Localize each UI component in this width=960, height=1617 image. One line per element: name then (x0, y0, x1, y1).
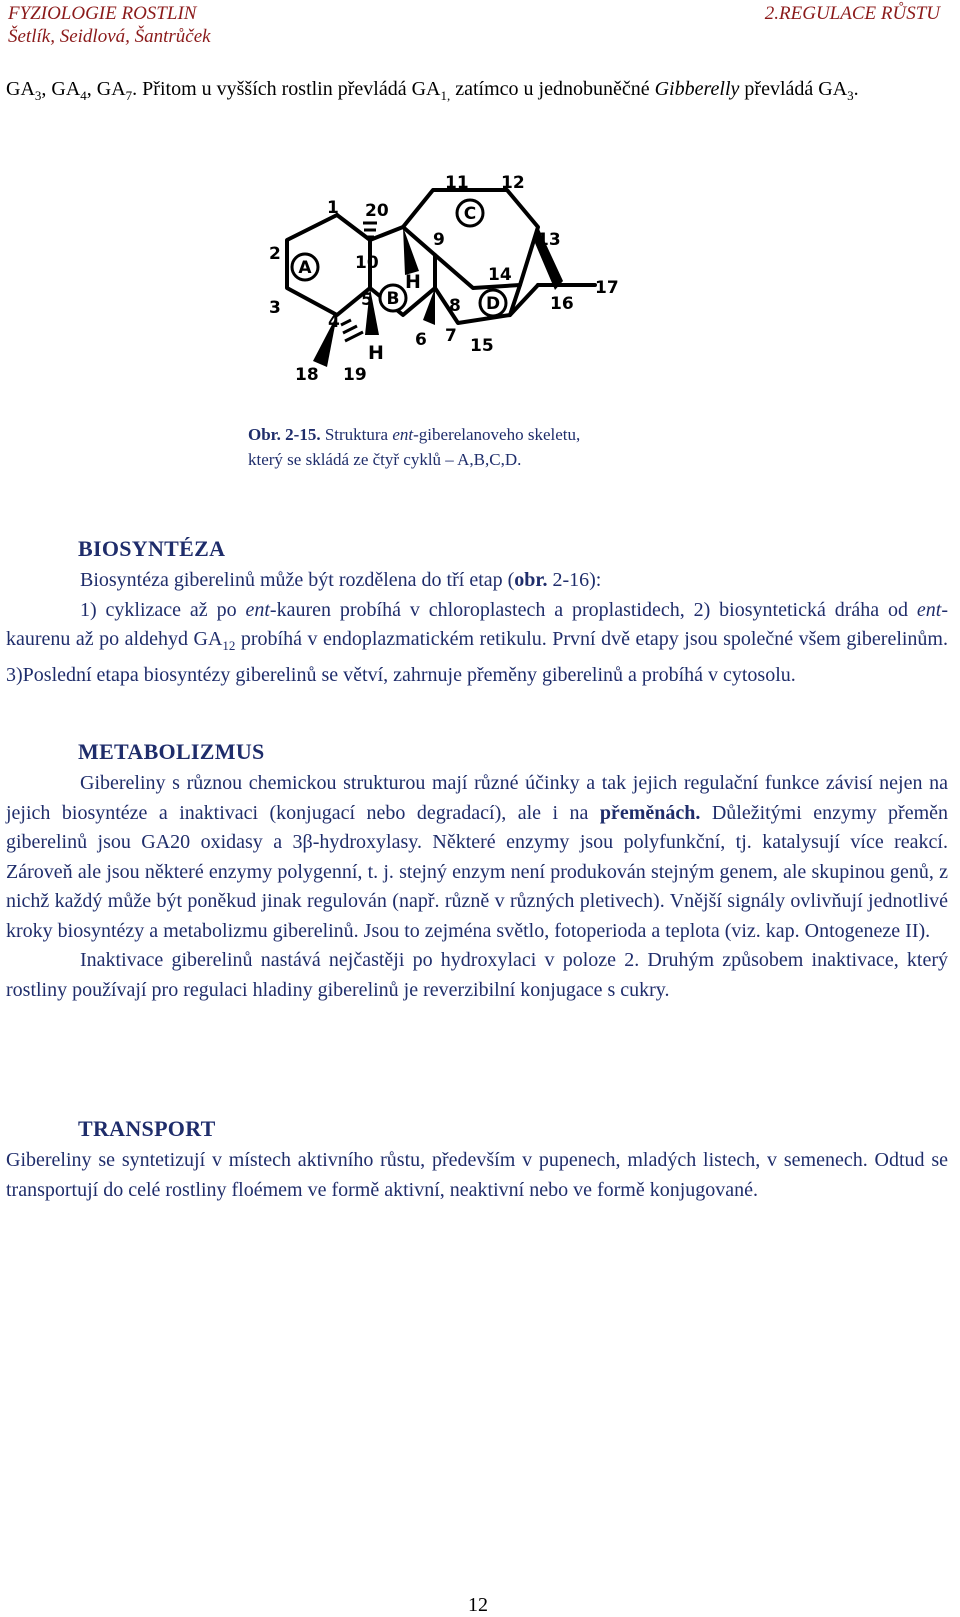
page-header (8, 2, 940, 52)
text-run: Biosyntéza giberelinů může být rozdělena do tří etap ( (80, 569, 515, 591)
metabolism-paragraph-1 (6, 769, 948, 946)
caption-line-2: který se skládá ze čtyř cyklů – A,B,C,D. (248, 450, 522, 469)
text-run: 1) cyklizace až po (80, 598, 246, 621)
atom-number: 9 (433, 230, 445, 250)
text-run: , GA (41, 78, 81, 100)
book-title: FYZIOLOGIE ROSTLIN (8, 3, 197, 24)
subscript: 1, (440, 88, 451, 103)
text-run: -giberelanoveho skeletu, (413, 425, 581, 444)
text-run: . Přitom u vyšších rostlin převládá GA (132, 78, 441, 100)
subscript: 7 (125, 88, 133, 103)
figure-caption (248, 422, 580, 472)
italic-ent: ent (916, 598, 942, 621)
intro-paragraph (6, 75, 948, 111)
bold-run: obr. (514, 569, 548, 591)
hydrogen-label: H (368, 342, 384, 364)
header-left (8, 2, 211, 48)
subscript: 12 (222, 638, 236, 653)
page-number: 12 (468, 1594, 488, 1616)
ring-label: A (298, 258, 312, 278)
italic-ent: ent (245, 598, 270, 621)
atom-number: 13 (537, 230, 561, 250)
hash-bond-19 (341, 320, 351, 325)
section-heading-biosynthesis: BIOSYNTÉZA (78, 536, 226, 561)
biosynthesis-body (6, 596, 948, 691)
text-run: 2-16): (547, 569, 602, 591)
atom-number: 16 (550, 294, 574, 314)
atom-number: 12 (501, 175, 525, 193)
subscript: 3 (847, 88, 854, 103)
atom-number: 2 (269, 244, 281, 264)
text-run: -kauren probíhá v chloroplastech a proplastidech, 2) biosyntetická dráha od (269, 598, 917, 621)
section-heading-transport: TRANSPORT (78, 1116, 216, 1141)
atom-number: 10 (355, 253, 379, 273)
ring-label: D (485, 294, 501, 314)
atom-number: 15 (470, 336, 494, 356)
caption-label: Obr. 2-15. (248, 425, 321, 444)
atom-number: 14 (488, 265, 512, 285)
transport-paragraph: Gibereliny se syntetizují v místech aktivního růstu, především v pupenech, mladých listech, v semenech. Odtud se transportují do celé rostliny floémem ve formě aktivní, neaktivní nebo ve formě konjugované. (6, 1149, 948, 1201)
ring-label: C (463, 204, 477, 224)
atom-number: 19 (343, 365, 367, 385)
biosynthesis-line-1 (6, 566, 948, 596)
text-run: Gibereliny s různou chemickou strukturou mají různé účinky a tak jejich regulační funkce závisí nejen na jejich biosyntéze a inaktivaci (konjugací nebo degradací), ale i na (6, 772, 948, 824)
bold-run: přeměnách. (599, 801, 701, 824)
text-run: , GA (86, 78, 126, 100)
text-run: převládá GA (739, 78, 848, 100)
italic-ent: ent (392, 425, 414, 444)
text-run: . (853, 78, 859, 100)
italic-genus: Gibberelly (654, 78, 740, 100)
gibberellane-structure-figure (255, 175, 635, 405)
atom-number: 18 (295, 365, 319, 385)
text-run: -kaurenu až po aldehyd GA (6, 598, 949, 650)
subscript: 3 (34, 88, 42, 103)
caption-line-1 (248, 422, 580, 447)
text-run: zatímco u jednobuněčné (450, 78, 655, 100)
atom-number: 17 (595, 278, 619, 298)
atom-number: 6 (415, 330, 427, 350)
biosynthesis-paragraph (6, 566, 948, 690)
atom-number: 4 (328, 312, 340, 332)
atom-number: 1 (327, 198, 339, 218)
text-run: Důležitými enzymy přeměn giberelinů jsou GA20 oxidasy a 3β-hydroxylasy. Některé enzymy jsou polyfunkční, tj. katalysují více reakcí. Zároveň ale jsou některé enzymy polygenní, t. j. stejný enzym není produkován stejným genem, ale skupinou genů, z nichž každý může být poněkud jinak regulován (např. různě v různých pletivech). Vnější signály ovlivňují jednotlivé kroky biosyntézy a metabolizmu giberelinů. Jsou to zejména světlo, fotoperioda a teplota (viz. kap. Ontogeneze II). (6, 801, 948, 942)
atom-number: 5 (361, 290, 373, 310)
metabolism-section (6, 769, 948, 1005)
text-run: GA (6, 78, 35, 100)
authors: Šetlík, Seidlová, Šantrůček (8, 26, 211, 47)
subscript: 4 (80, 88, 87, 103)
atom-number: 3 (269, 298, 281, 318)
hash-bond-19 (345, 332, 363, 341)
ring-label: B (386, 289, 400, 309)
atom-number: 7 (445, 326, 457, 346)
hydrogen-label: H (405, 271, 421, 293)
atom-number: 8 (449, 296, 461, 316)
text-run: Struktura (320, 425, 393, 444)
metabolism-paragraph-2: Inaktivace giberelinů nastává nejčastěji po hydroxylaci v poloze 2. Druhým způsobem inaktivace, který rostliny používají pro regulaci hladiny giberelinů je reverzibilní konjugace s cukry. (6, 949, 948, 1001)
atom-number: 11 (445, 175, 469, 193)
section-heading-metabolism: METABOLIZMUS (78, 739, 265, 764)
chapter-title: 2.REGULACE RŮSTU (764, 3, 940, 24)
text-run: probíhá v endoplazmatickém retikulu. První dvě etapy jsou společné všem giberelinům. 3)Poslední etapa biosyntézy giberelinů se větví, zahrnuje přeměny giberelinů a probíhá v cytosolu. (6, 628, 948, 686)
hash-bond-19 (343, 326, 357, 333)
atom-number: 20 (365, 201, 389, 221)
